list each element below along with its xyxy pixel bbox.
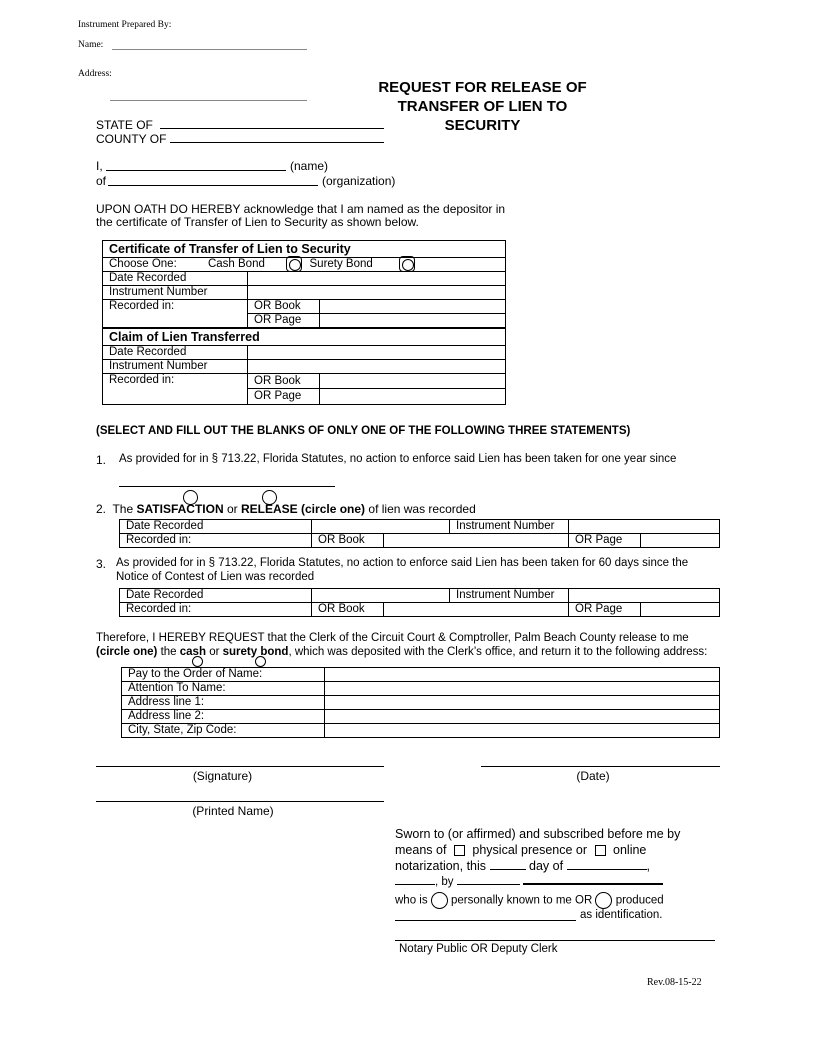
name-label: Name: (78, 40, 104, 50)
surety-bond-option: surety bond (222, 646, 289, 658)
name-blank-1[interactable] (457, 884, 520, 885)
therefore-line-2 (96, 646, 707, 658)
choose-one-row (103, 258, 506, 272)
of-label: of (96, 174, 107, 188)
personally-known-circle[interactable] (431, 892, 448, 909)
s3-or-book-label: OR Book (312, 603, 384, 617)
instrument-number-field[interactable] (248, 286, 506, 300)
claim-date-recorded-label: Date Recorded (103, 346, 248, 360)
address-line-2-label: Address line 2: (122, 710, 325, 724)
certificate-table (102, 240, 506, 405)
claim-or-book-field[interactable] (320, 374, 506, 389)
title-line-2: TRANSFER OF LIEN TO (397, 98, 568, 115)
recorded-in-label: Recorded in: (103, 300, 248, 329)
s3-date-recorded-field[interactable] (312, 589, 450, 603)
s2-instrument-number-label: Instrument Number (450, 520, 569, 534)
signature-line[interactable] (96, 766, 384, 767)
claim-or-page-field[interactable] (320, 389, 506, 405)
pay-to-field[interactable] (325, 668, 720, 682)
address-table (121, 667, 720, 738)
s3-or-book-field[interactable] (384, 603, 569, 617)
notary-line-1: Sworn to (or affirmed) and subscribed before me by (395, 827, 681, 841)
address-label: Address: (78, 69, 112, 79)
notary-by: , by (435, 876, 454, 888)
notary-line-5 (395, 892, 664, 909)
stmt2-the: The (112, 502, 134, 516)
stmt2-table (119, 519, 720, 548)
s3-recorded-in-label: Recorded in: (120, 603, 312, 617)
cash-option: cash (179, 646, 206, 658)
name-blank-2[interactable] (523, 883, 663, 885)
date-label: (Date) (576, 769, 610, 783)
s3-date-recorded-label: Date Recorded (120, 589, 312, 603)
prepared-by-label: Instrument Prepared By: (78, 20, 172, 30)
organization-hint: (organization) (322, 174, 396, 188)
printed-name-line[interactable] (96, 801, 384, 802)
therefore-circle-one: (circle one) (96, 646, 158, 658)
county-field[interactable] (170, 142, 384, 143)
county-label: COUNTY OF (96, 132, 167, 146)
date-recorded-label: Date Recorded (103, 272, 248, 286)
title-line-3: SECURITY (444, 117, 521, 134)
notary-signer-label: Notary Public OR Deputy Clerk (399, 943, 558, 955)
organization-field[interactable] (108, 185, 318, 186)
stmt2-circle-one: (circle one) (301, 502, 366, 516)
claim-date-recorded-field[interactable] (248, 346, 506, 360)
form-title (340, 78, 625, 135)
surety-bond-checkbox[interactable] (399, 256, 415, 272)
state-field[interactable] (160, 128, 384, 129)
notary-line-3: notarization, this day of , (395, 859, 651, 873)
day-field[interactable] (490, 869, 526, 870)
i-label: I, (96, 159, 103, 173)
notary-line-2 (395, 842, 715, 858)
stmt3-line-1: As provided for in § 713.22, Florida Statutes, no action to enforce said Lien has been taken for 60 days since the (116, 557, 689, 569)
instrument-number-label: Instrument Number (103, 286, 248, 300)
claim-or-book-label: OR Book (248, 374, 320, 389)
stmt1-number: 1. (96, 453, 107, 467)
s2-or-page-label: OR Page (569, 534, 641, 548)
s3-or-page-field[interactable] (641, 603, 720, 617)
s3-instrument-number-label: Instrument Number (450, 589, 569, 603)
therefore-rest: , which was deposited with the Clerk’s office, and return it to the following address: (288, 646, 708, 658)
printed-name-label: (Printed Name) (192, 804, 274, 818)
surety-bond-circle[interactable] (255, 656, 266, 667)
physical-presence-checkbox[interactable] (454, 845, 465, 856)
release-option: RELEASE (240, 502, 298, 516)
surety-bond-label: Surety Bond (309, 258, 373, 270)
s2-or-book-field[interactable] (384, 534, 569, 548)
city-state-zip-field[interactable] (325, 724, 720, 738)
choose-one-label: Choose One: (109, 258, 177, 270)
cash-bond-checkbox[interactable] (286, 256, 302, 272)
therefore-or: or (209, 646, 220, 658)
claim-instrument-number-field[interactable] (248, 360, 506, 374)
stmt1-date-field[interactable] (119, 486, 335, 487)
s3-instrument-number-field[interactable] (569, 589, 720, 603)
name-field[interactable] (106, 170, 286, 171)
revision-label: Rev.08-15-22 (647, 977, 702, 988)
notary-day-of: day of (529, 859, 564, 873)
notary-online: online (613, 843, 647, 857)
therefore-the: the (160, 646, 177, 658)
year-field[interactable] (395, 884, 435, 885)
name-line[interactable] (112, 49, 307, 50)
pay-to-label: Pay to the Order of Name: (122, 668, 325, 682)
s3-or-page-label: OR Page (569, 603, 641, 617)
s2-recorded-in-label: Recorded in: (120, 534, 312, 548)
oath-line-1: UPON OATH DO HEREBY acknowledge that I am named as the depositor in (96, 202, 506, 216)
identification-field[interactable] (395, 920, 576, 921)
title-line-1: REQUEST FOR RELEASE OF (378, 79, 587, 96)
stmt2-rest: of lien was recorded (368, 502, 476, 516)
s2-or-book-label: OR Book (312, 534, 384, 548)
stmt2 (96, 502, 476, 516)
oath-line-2: the certificate of Transfer of Lien to Security as shown below. (96, 215, 419, 229)
stmt3-table (119, 588, 720, 617)
or-book-field[interactable] (320, 300, 506, 314)
date-recorded-field[interactable] (248, 272, 506, 286)
claim-or-page-label: OR Page (248, 389, 320, 405)
produced-circle[interactable] (595, 892, 612, 909)
address-line-1-field[interactable] (325, 696, 720, 710)
claim-recorded-in-label: Recorded in: (103, 374, 248, 405)
signature-label: (Signature) (192, 769, 253, 783)
therefore-line-1: Therefore, I HEREBY REQUEST that the Clerk of the Circuit Court & Comptroller, Palm Beach County release to me (96, 632, 689, 644)
cash-circle[interactable] (192, 656, 203, 667)
certificate-heading: Certificate of Transfer of Lien to Security (103, 241, 506, 258)
notary-as-identification: as identification. (580, 909, 663, 921)
notary-produced: produced (615, 894, 664, 907)
cash-bond-label: Cash Bond (207, 258, 265, 270)
address-line-1-label: Address line 1: (122, 696, 325, 710)
claim-heading: Claim of Lien Transferred (103, 328, 506, 346)
notary-signature-line[interactable] (395, 940, 715, 941)
stmt1-text: As provided for in § 713.22, Florida Statutes, no action to enforce said Lien has been taken for one year since (119, 453, 677, 465)
stmt3-line-2: Notice of Contest of Lien was recorded (116, 571, 315, 583)
select-instruction: (SELECT AND FILL OUT THE BLANKS OF ONLY ONE OF THE FOLLOWING THREE STATEMENTS) (96, 425, 631, 437)
online-checkbox[interactable] (595, 845, 606, 856)
or-book-label: OR Book (248, 300, 320, 314)
state-label: STATE OF (96, 118, 153, 132)
satisfaction-option: SATISFACTION (136, 502, 224, 516)
s2-date-recorded-field[interactable] (312, 520, 450, 534)
attention-label: Attention To Name: (122, 682, 325, 696)
notary-means-of: means of (395, 843, 447, 857)
notary-who-is: who is (395, 894, 428, 907)
s2-instrument-number-field[interactable] (569, 520, 720, 534)
notary-block (395, 826, 715, 890)
notary-this: notarization, this (395, 859, 487, 873)
stmt2-or: or (226, 502, 238, 516)
or-page-field[interactable] (320, 314, 506, 329)
notary-line-4 (395, 874, 715, 890)
notary-physical: physical presence or (472, 843, 588, 857)
notary-personally-known: personally known to me OR (451, 894, 593, 907)
claim-instrument-number-label: Instrument Number (103, 360, 248, 374)
month-field[interactable] (567, 869, 647, 870)
attention-field[interactable] (325, 682, 720, 696)
date-line[interactable] (481, 766, 720, 767)
stmt2-number: 2. (96, 502, 107, 516)
address-line[interactable] (110, 100, 307, 101)
name-hint: (name) (290, 159, 329, 173)
or-page-label: OR Page (248, 314, 320, 329)
s2-or-page-field[interactable] (641, 534, 720, 548)
city-state-zip-label: City, State, Zip Code: (122, 724, 325, 738)
s2-date-recorded-label: Date Recorded (120, 520, 312, 534)
address-line-2-field[interactable] (325, 710, 720, 724)
stmt3-number: 3. (96, 557, 107, 571)
